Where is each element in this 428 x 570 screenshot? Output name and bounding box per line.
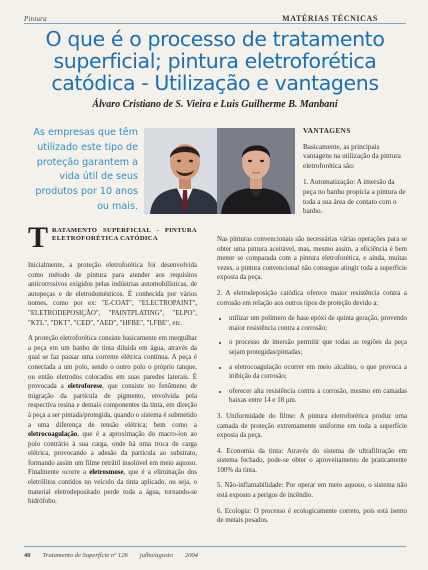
term-eletrocoagulacao: eletrocoagulação [28, 431, 78, 439]
publication-year: 2004 [184, 551, 198, 559]
advantages-sidebar [303, 126, 409, 224]
list-item: • utilizar um polímero de base epóxi de quinta geração, provendo maior resistência contra a corrosão; [229, 314, 407, 333]
author-photo-1 [144, 128, 226, 214]
left-paragraph-1: Inicialmente, a proteção eletroforética foi desenvolvida como método de pintura para atender aos requisitos anticorrosivos exigidos pelas indústrias automobilísticas, de autopeças e de eletrodomésticos. É conhecida por vários nomes, como por ex: "E-COAT", "ELECTROPAINT", "ELETRODEPOSIÇÃO", "PAINTPLATING", "ELPO", "KTL", "DKT", "CED", "AED", "HFBE", "LFBE", etc. [28, 262, 197, 327]
corrosion-list [217, 314, 407, 406]
term-eletroforese: eletroforese [67, 383, 103, 391]
article-authors: Álvaro Cristiano de S. Vieira e Luis Guilherme B. Manbani [92, 99, 338, 110]
left-paragraph-2: A proteção eletroforética consiste basicamente em mergulhar a peça em um banho de tinta diluída em água, através da qual se faz passar uma corrente elétrica contínua. A peça é conectada a um polo, sendo o outro polo o próprio tanque, ou então eletrodos colocados em suas paredes laterais. É provocada a eletroforese, que consiste no fenômeno de migração da partícula de pigmento, envolvida pela respectiva resina e demais componentes da tinta, em direção à peça a ser pintada/protegida, quando o sistema é submetido a uma diferença de tensão elétrica; bem como a eletrocoagulação, que é a aproximação do macro-íon ao polo contrário à sua carga, onde há uma troca de carga elétrica, provocando a adesão da partícula ao substrato, formando assim um filme retrátil insolúvel em meio aquoso. Finalmente ocorre a eletrosmose, que é a eliminação dos eletrólitos contidos no veículo da tinta aplicado, ou seja, o material eletrodepositado perde toda a água, tornando-se hidrófobo. [28, 335, 197, 506]
right-paragraph-2: 2. A eletrodeposição catódica oferece maior resistência contra a corrosão em relação aos outros tipos de proteção devido a: [217, 289, 407, 307]
section-title: MATÉRIAS TÉCNICAS [282, 14, 378, 23]
author-portrait-1-image [144, 128, 226, 214]
page-number: 40 [24, 551, 31, 559]
publication-period: julho/agosto [139, 551, 173, 559]
author-photo-2 [217, 128, 295, 214]
right-paragraph-3: 3. Uniformidade do filme: A pintura eletroforética produz uma camada de proteção extremamente uniforme em toda a superfície exposta da peça. [217, 412, 407, 440]
term-eletrosmose: eletrosmose [89, 469, 124, 477]
right-paragraph-4: 4. Economia da tinta: Através do sistema de ultrafiltração em sistema fechado, pode-se obter o aproveitamento de praticamente 100% da tinta. [217, 447, 407, 474]
list-item: • oferecer alta resistência contra a corrosão, mesmo em camadas baixas entre 14 e 18 μm. [229, 387, 407, 406]
page-footer [24, 546, 406, 561]
right-paragraph-1: Nas pinturas convencionais são necessárias várias operações para se obter uma pintura aceitável, mas, mesmo assim, a eficiência é bem menor se comparada com a pintura eletroforética, e ainda, muitas vezes, a pintura convencional não consegue atingir toda a superfície exposta da peça. [217, 236, 407, 282]
sidebar-item-1: 1. Automatização: A imersão da peça no banho propicia a pintura de toda a sua área de contato com o banho. [303, 178, 406, 216]
author-portrait-2-image [217, 128, 295, 214]
section-tag: Pintura [24, 15, 47, 23]
article-tagline: As empresas que têm utilizado este tipo de proteção garantem a vida útil de seus produtos por 10 anos ou mais. [33, 127, 138, 212]
right-paragraph-6: 6. Ecologia: O processo é ecologicamente correto, pois está isento de metais pesados. [217, 507, 407, 525]
publication-name: Tratamento de Superfície nº 126 [42, 551, 128, 559]
right-column [217, 235, 407, 532]
sidebar-intro: Basicamente, as principais vantagens na utilização da pintura eletroforética são: [303, 142, 401, 170]
subhead-text: RATAMENTO SUPERFICIAL - PINTURA ELETROFORÉTICA CATÓDICA [52, 227, 197, 243]
section-subhead [28, 221, 197, 254]
sidebar-title: VANTAGENS [303, 126, 351, 135]
list-item: • a eletrocoagulação ocorrer em meio alcalino, o que provoca a inibição da corrosão; [229, 363, 407, 382]
drop-cap: T [28, 221, 49, 254]
right-paragraph-5: 5. Não-inflamabilidade: Por operar em meio aquoso, o sistema não está exposto a perigos de incêndio. [217, 482, 407, 500]
list-item: • o processo de imersão permitir que todas as regiões da peça sejam protegidas/pintadas; [229, 338, 407, 357]
page-header [24, 10, 406, 24]
left-column [28, 221, 197, 513]
article-title: O que é o processo de tratamento superficial; pintura eletroforética catódica - Utilização e vantagens [45, 27, 385, 95]
